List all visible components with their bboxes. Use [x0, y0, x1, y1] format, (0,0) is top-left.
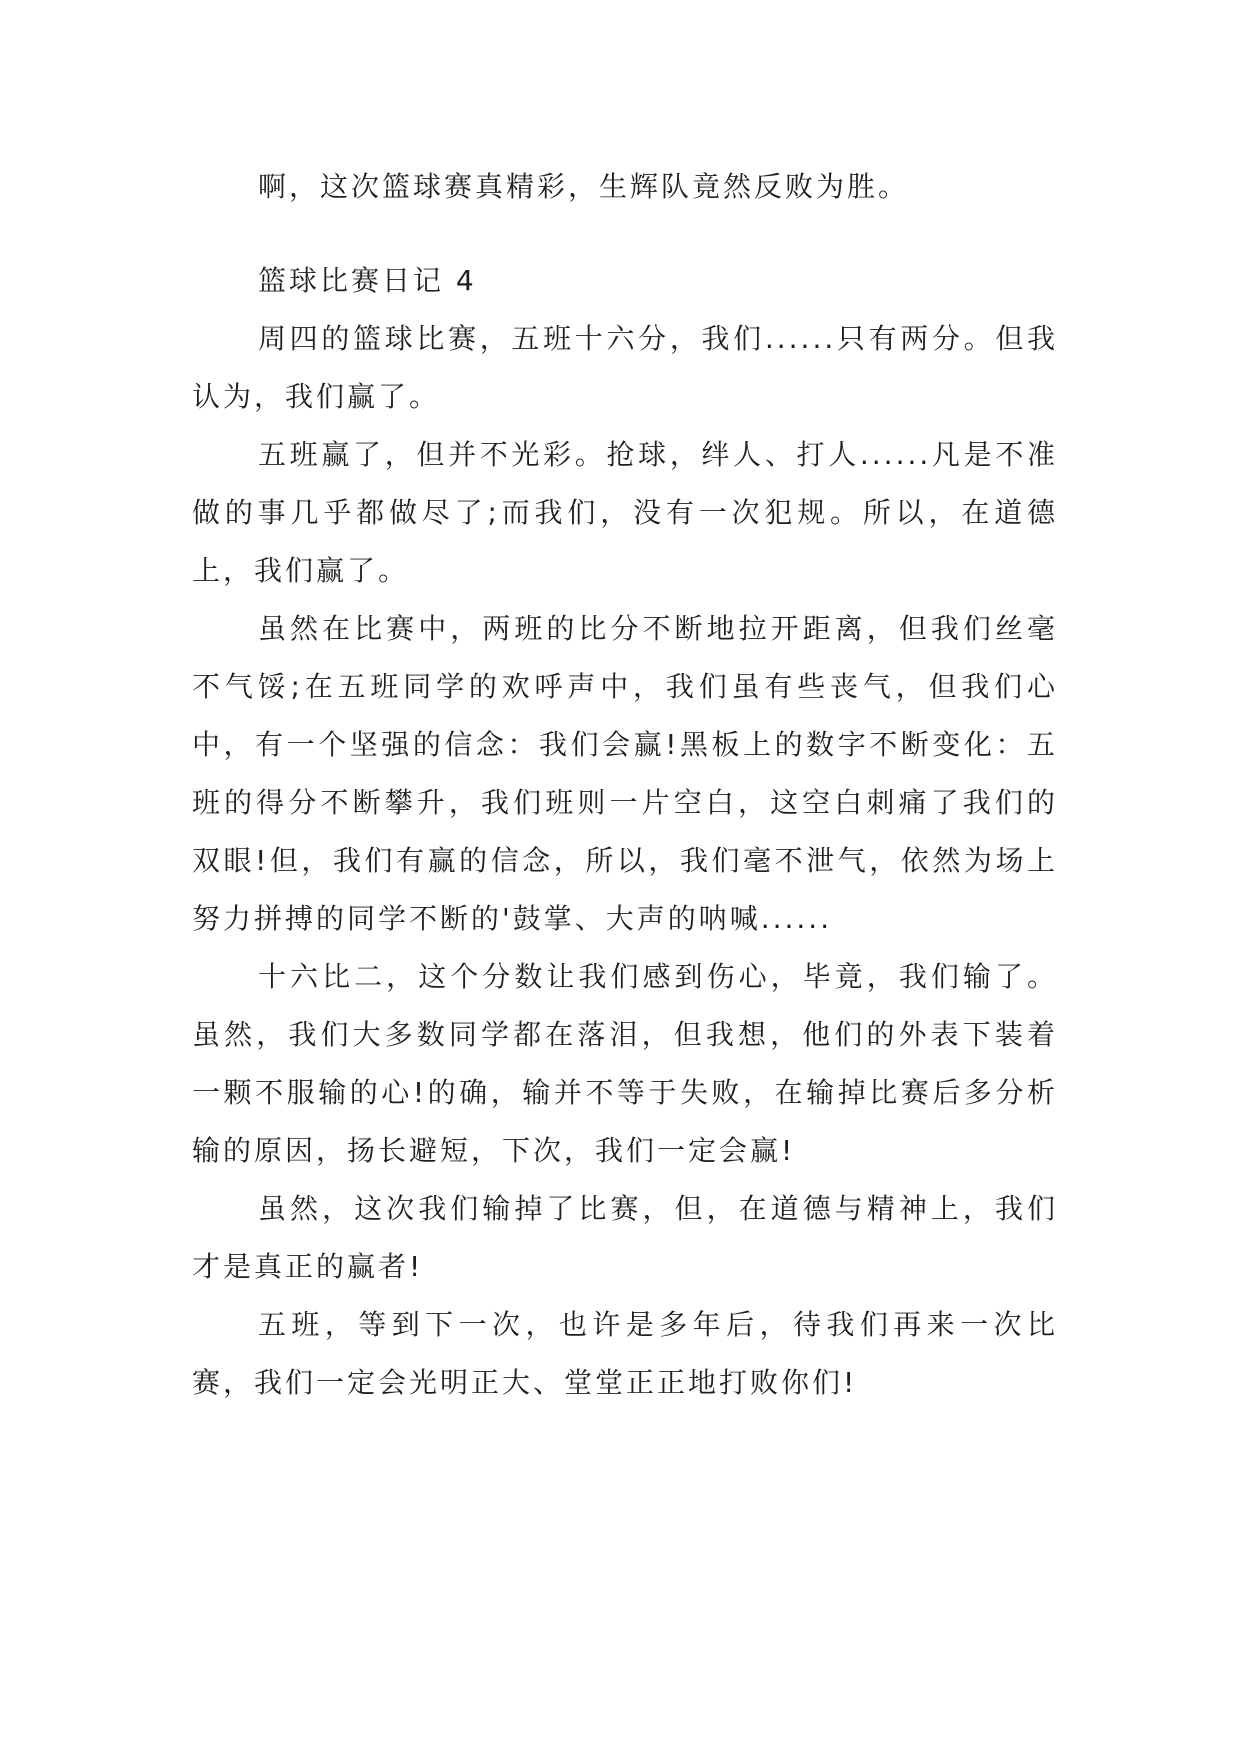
body-paragraph-2: 五班赢了，但并不光彩。抢球，绊人、打人......凡是不准做的事几乎都做尽了;而我们，没有一次犯规。所以，在道德上，我们赢了。	[192, 438, 1058, 587]
section-title: 篮球比赛日记 4	[258, 264, 477, 297]
body-paragraph-5: 虽然，这次我们输掉了比赛，但，在道德与精神上，我们才是真正的赢者!	[192, 1192, 1058, 1283]
intro-paragraph: 啊，这次篮球赛真精彩，生辉队竟然反败为胜。	[258, 170, 910, 203]
body-paragraph-3: 虽然在比赛中，两班的比分不断地拉开距离，但我们丝毫不气馁;在五班同学的欢呼声中，我们虽有些丧气，但我们心中，有一个坚强的信念：我们会赢!黑板上的数字不断变化：五班的得分不断攀升，我们班则一片空白，这空白刺痛了我们的双眼!但，我们有赢的信念，所以，我们毫不泄气，依然为场上努力拼搏的同学不断的'鼓掌、大声的呐喊......	[192, 612, 1058, 935]
body-paragraph-6: 五班，等到下一次，也许是多年后，待我们再来一次比赛，我们一定会光明正大、堂堂正正地打败你们!	[192, 1308, 1058, 1399]
body-paragraph-1: 周四的篮球比赛，五班十六分，我们......只有两分。但我认为，我们赢了。	[192, 322, 1058, 413]
document-body	[192, 158, 1058, 1412]
body-paragraph-4: 十六比二，这个分数让我们感到伤心，毕竟，我们输了。虽然，我们大多数同学都在落泪，但我想，他们的外表下装着一颗不服输的心!的确，输并不等于失败，在输掉比赛后多分析输的原因，扬长避短，下次，我们一定会赢!	[192, 960, 1058, 1167]
